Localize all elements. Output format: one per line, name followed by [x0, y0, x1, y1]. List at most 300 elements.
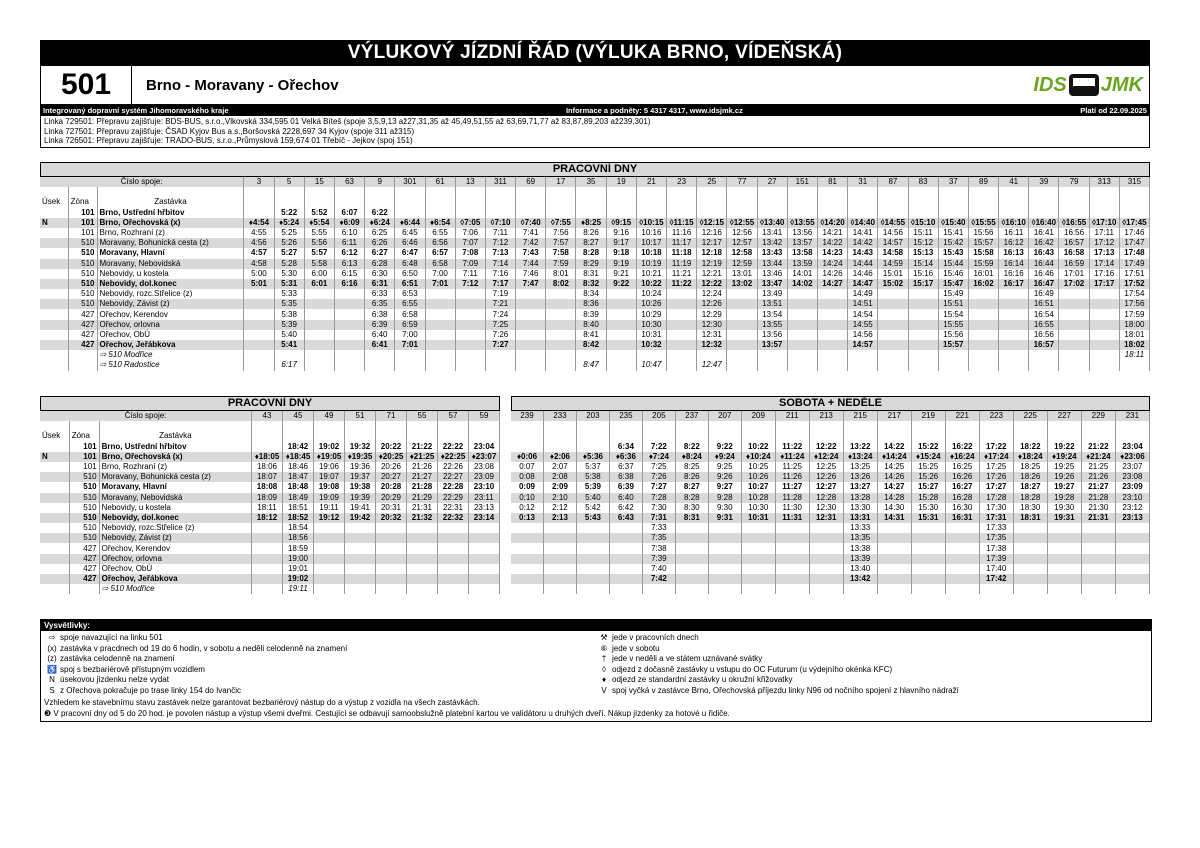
- departure-time: 14:31: [877, 513, 911, 523]
- departure-time: 23:12: [1115, 503, 1149, 513]
- departure-time: 14:42: [848, 238, 878, 248]
- departure-time: 7:22: [642, 442, 675, 452]
- legend-item: [596, 654, 1148, 665]
- timetable-grid: [40, 411, 500, 594]
- connection-time: 8:47: [576, 360, 606, 370]
- departure-time: [999, 330, 1029, 340]
- zone-label: Zóna: [68, 197, 97, 207]
- departure-time: 6:57: [425, 248, 455, 258]
- departure-time: 6:01: [304, 279, 334, 289]
- usek-cell: [40, 442, 69, 452]
- departure-time: 13:38: [843, 543, 877, 553]
- departure-time: 7:12: [455, 279, 485, 289]
- departure-time: 16:11: [999, 228, 1029, 238]
- departure-time: 12:24: [697, 289, 727, 299]
- connection-time: 19:11: [283, 584, 314, 594]
- departure-time: 18:46: [283, 462, 314, 472]
- trip-symbol: [757, 187, 787, 197]
- usek-cell: [40, 513, 69, 523]
- legend-symbol: (x): [47, 643, 57, 653]
- departure-time: ♦5:24: [274, 218, 304, 228]
- trip-symbol: [469, 421, 500, 431]
- departure-time: 17:48: [1119, 248, 1149, 258]
- usek-cell: [40, 523, 69, 533]
- departure-time: ♦20:25: [376, 452, 407, 462]
- trip-number: 63: [334, 177, 364, 187]
- departure-time: 7:30: [642, 503, 675, 513]
- connection-time: [667, 360, 697, 370]
- trip-symbol: [1029, 187, 1059, 197]
- trip-symbol: [938, 197, 968, 207]
- trip-number: 225: [1013, 411, 1047, 421]
- departure-time: [708, 533, 741, 543]
- stop-name: Nebovidy, dol.konec: [97, 279, 244, 289]
- departure-time: [516, 309, 546, 319]
- departure-time: [1081, 574, 1115, 584]
- departure-time: 18:42: [283, 442, 314, 452]
- departure-time: 6:15: [334, 269, 364, 279]
- departure-time: 12:31: [809, 513, 843, 523]
- departure-time: 7:11: [485, 228, 515, 238]
- departure-time: 17:28: [979, 493, 1013, 503]
- departure-time: [787, 320, 817, 330]
- departure-time: [817, 309, 847, 319]
- connection-time: [968, 350, 998, 360]
- trip-symbol: [1013, 431, 1047, 441]
- departure-time: [708, 574, 741, 584]
- departure-time: 7:25: [485, 320, 515, 330]
- departure-time: [809, 564, 843, 574]
- departure-time: 5:43: [576, 513, 609, 523]
- departure-time: 18:47: [283, 472, 314, 482]
- departure-time: 13:22: [843, 442, 877, 452]
- departure-time: 18:08: [252, 482, 283, 492]
- departure-time: [395, 208, 425, 218]
- stop-name: Ořechov, Kerendov: [99, 543, 251, 553]
- departure-time: [1089, 320, 1119, 330]
- connection-time: [741, 584, 775, 594]
- departure-time: 21:28: [1081, 493, 1115, 503]
- departure-time: 6:58: [395, 309, 425, 319]
- departure-time: [244, 340, 274, 350]
- departure-time: 18:12: [252, 513, 283, 523]
- trip-number: 45: [283, 411, 314, 421]
- usek-cell: [40, 320, 68, 330]
- stop-row: [40, 259, 1150, 269]
- departure-time: 5:25: [274, 228, 304, 238]
- trip-number: 17: [546, 177, 576, 187]
- trip-symbol-row: [511, 421, 1150, 431]
- departure-time: [511, 523, 543, 533]
- departure-time: 21:30: [1081, 503, 1115, 513]
- departure-time: [1089, 340, 1119, 350]
- departure-time: 22:22: [438, 442, 469, 452]
- trip-symbol: [708, 421, 741, 431]
- trip-number: 49: [314, 411, 345, 421]
- departure-time: 6:38: [609, 472, 642, 482]
- stop-name: Brno, Rozhraní (z): [97, 228, 244, 238]
- departure-time: 12:31: [697, 330, 727, 340]
- connection-time: [395, 350, 425, 360]
- departure-time: 14:27: [817, 279, 847, 289]
- departure-time: [945, 533, 979, 543]
- departure-time: ♦9:24: [708, 452, 741, 462]
- departure-time: 17:26: [979, 472, 1013, 482]
- departure-time: ◊16:40: [1029, 218, 1059, 228]
- departure-time: [376, 554, 407, 564]
- zone-cell: 101: [69, 452, 99, 462]
- departure-time: 12:32: [697, 340, 727, 350]
- departure-time: [1115, 523, 1149, 533]
- departure-time: 9:17: [606, 238, 636, 248]
- departure-time: [999, 340, 1029, 350]
- stop-name: Moravany, Hlavní: [97, 248, 244, 258]
- departure-time: 22:32: [438, 513, 469, 523]
- trip-label: Číslo spoje:: [40, 177, 244, 187]
- departure-time: 19:27: [1047, 482, 1081, 492]
- departure-time: 7:14: [485, 259, 515, 269]
- page-title: VÝLUKOVÝ JÍZDNÍ ŘÁD (VÝLUKA BRNO, VÍDEŇSKÁ): [40, 40, 1150, 66]
- zone-cell: 510: [68, 299, 97, 309]
- departure-time: 13:33: [843, 523, 877, 533]
- departure-time: 18:00: [1119, 320, 1149, 330]
- departure-time: 15:02: [878, 279, 908, 289]
- trip-number: 23: [667, 177, 697, 187]
- departure-time: [968, 289, 998, 299]
- departure-time: 13:41: [757, 228, 787, 238]
- departure-time: 15:59: [968, 259, 998, 269]
- departure-time: 15:57: [938, 340, 968, 350]
- stop-row: [511, 493, 1150, 503]
- departure-time: 5:35: [274, 299, 304, 309]
- departure-time: [1081, 523, 1115, 533]
- departure-time: 6:42: [609, 503, 642, 513]
- departure-time: 19:30: [1047, 503, 1081, 513]
- trip-number-row: [511, 411, 1150, 421]
- departure-time: 23:08: [469, 462, 500, 472]
- trip-symbol: [546, 197, 576, 207]
- departure-time: 21:31: [407, 503, 438, 513]
- trip-symbol: [675, 421, 708, 431]
- valid-from: Platí od 22.09.2025: [1080, 106, 1147, 115]
- departure-time: [1047, 543, 1081, 553]
- departure-time: 6:43: [609, 513, 642, 523]
- trip-number: 313: [1089, 177, 1119, 187]
- departure-time: 21:31: [1081, 513, 1115, 523]
- departure-time: [345, 543, 376, 553]
- stop-row: [511, 533, 1150, 543]
- trip-symbol: [314, 431, 345, 441]
- trip-symbol: [757, 197, 787, 207]
- zone-cell: [69, 584, 99, 594]
- legend-item: [596, 633, 1148, 644]
- usek-cell: [40, 289, 68, 299]
- departure-time: [407, 564, 438, 574]
- trip-number: 31: [848, 177, 878, 187]
- departure-time: ◊7:55: [546, 218, 576, 228]
- trip-symbol: [345, 431, 376, 441]
- trip-symbol: [667, 197, 697, 207]
- trip-symbol: [283, 431, 314, 441]
- departure-time: 17:17: [1089, 279, 1119, 289]
- departure-time: [787, 309, 817, 319]
- departure-time: 21:22: [1081, 442, 1115, 452]
- legend-text: jede v neděli a ve státem uznávané svátky: [612, 654, 763, 663]
- departure-time: ◊13:55: [787, 218, 817, 228]
- stop-row: [40, 554, 500, 564]
- departure-time: 16:02: [968, 279, 998, 289]
- departure-time: [1059, 299, 1089, 309]
- zone-cell: 510: [68, 259, 97, 269]
- departure-time: 18:49: [283, 493, 314, 503]
- connection-time: [244, 360, 274, 370]
- usek-cell: [40, 472, 69, 482]
- stop-row: [40, 279, 1150, 289]
- trip-number: 221: [945, 411, 979, 421]
- departure-time: 15:49: [938, 289, 968, 299]
- stop-label: Zastávka: [97, 197, 244, 207]
- departure-time: ♦18:45: [283, 452, 314, 462]
- trip-symbol: [609, 421, 642, 431]
- usek-cell: [40, 554, 69, 564]
- departure-time: 8:30: [675, 503, 708, 513]
- departure-time: 18:22: [1013, 442, 1047, 452]
- departure-time: [376, 574, 407, 584]
- departure-time: ◊10:15: [636, 218, 666, 228]
- departure-time: [425, 299, 455, 309]
- trip-symbol: [252, 431, 283, 441]
- connection-time: [314, 584, 345, 594]
- departure-time: 6:13: [334, 259, 364, 269]
- trip-symbol: [697, 187, 727, 197]
- connection-time: [455, 350, 485, 360]
- trip-number: 25: [697, 177, 727, 187]
- departure-time: [911, 523, 945, 533]
- departure-time: 19:12: [314, 513, 345, 523]
- departure-time: 6:51: [395, 279, 425, 289]
- departure-time: 8:26: [675, 472, 708, 482]
- trip-symbol: [908, 187, 938, 197]
- departure-time: 14:46: [848, 269, 878, 279]
- departure-time: [1029, 208, 1059, 218]
- connection-time: 12:47: [697, 360, 727, 370]
- trip-symbol: [485, 197, 515, 207]
- departure-time: ♦18:05: [252, 452, 283, 462]
- departure-time: [1013, 574, 1047, 584]
- departure-time: [1013, 523, 1047, 533]
- departure-time: [775, 574, 809, 584]
- departure-time: 13:43: [757, 248, 787, 258]
- departure-time: 9:25: [708, 462, 741, 472]
- departure-time: [609, 533, 642, 543]
- departure-time: ♦11:24: [775, 452, 809, 462]
- departure-time: 13:26: [843, 472, 877, 482]
- trip-symbol: [244, 197, 274, 207]
- zone-cell: 510: [68, 279, 97, 289]
- departure-time: ♦4:54: [244, 218, 274, 228]
- zone-cell: 101: [68, 228, 97, 238]
- departure-time: [968, 330, 998, 340]
- stop-row: [40, 289, 1150, 299]
- departure-time: [516, 340, 546, 350]
- departure-time: 5:31: [274, 279, 304, 289]
- departure-time: 17:49: [1119, 259, 1149, 269]
- zone-cell: 427: [69, 543, 99, 553]
- departure-time: [1059, 289, 1089, 299]
- stop-row: [511, 543, 1150, 553]
- departure-time: [252, 543, 283, 553]
- stop-row: [40, 452, 500, 462]
- trip-symbol: [1115, 431, 1149, 441]
- trip-symbol: [1081, 431, 1115, 441]
- departure-time: [314, 564, 345, 574]
- trip-symbol: [511, 431, 543, 441]
- departure-time: 16:17: [999, 279, 1029, 289]
- legend-symbol: (z): [47, 654, 57, 663]
- departure-time: 14:02: [787, 279, 817, 289]
- departure-time: [787, 330, 817, 340]
- departure-time: 11:17: [667, 238, 697, 248]
- stop-name: Brno, Ustřední hřbitov: [97, 208, 244, 218]
- departure-time: ♦17:24: [979, 452, 1013, 462]
- departure-time: 5:33: [274, 289, 304, 299]
- departure-time: [438, 533, 469, 543]
- departure-time: 5:27: [274, 248, 304, 258]
- departure-time: 21:27: [407, 472, 438, 482]
- departure-time: 10:30: [741, 503, 775, 513]
- departure-time: 15:27: [911, 482, 945, 492]
- departure-time: [455, 289, 485, 299]
- trip-symbol: [697, 197, 727, 207]
- departure-time: 13:30: [843, 503, 877, 513]
- connection-time: 6:17: [274, 360, 304, 370]
- zone-cell: 510: [68, 269, 97, 279]
- departure-time: [1047, 554, 1081, 564]
- departure-time: 13:28: [843, 493, 877, 503]
- departure-time: 13:59: [787, 259, 817, 269]
- departure-time: ♦22:25: [438, 452, 469, 462]
- bus-icon: [1069, 74, 1099, 96]
- legend-symbol: V: [601, 685, 607, 695]
- departure-time: [543, 523, 576, 533]
- trip-symbol: [395, 197, 425, 207]
- departure-time: [697, 208, 727, 218]
- line-number: 501: [41, 66, 132, 104]
- departure-time: 7:25: [642, 462, 675, 472]
- stop-name: Moravany, Bohunická cesta (z): [97, 238, 244, 248]
- departure-time: 17:22: [979, 442, 1013, 452]
- legend-symbol: N: [49, 675, 55, 684]
- trip-symbol: [365, 187, 395, 197]
- departure-time: [314, 554, 345, 564]
- legend-text: spoj s bezbariérově přístupným vozidlem: [60, 664, 205, 674]
- departure-time: 22:26: [438, 462, 469, 472]
- line-header: [40, 66, 1150, 105]
- departure-time: 14:56: [848, 330, 878, 340]
- departure-time: 10:31: [741, 513, 775, 523]
- departure-time: 18:09: [252, 493, 283, 503]
- stop-row: [40, 269, 1150, 279]
- trip-number: 205: [642, 411, 675, 421]
- connection-time: [438, 584, 469, 594]
- stop-name: Nebovidy, Závist (z): [97, 299, 244, 309]
- departure-time: 18:31: [1013, 513, 1047, 523]
- stop-row: [511, 574, 1150, 584]
- trip-symbol: [968, 197, 998, 207]
- departure-time: 4:56: [244, 238, 274, 248]
- departure-time: [945, 554, 979, 564]
- departure-time: [469, 523, 500, 533]
- departure-time: 14:25: [877, 462, 911, 472]
- departure-time: ◊7:05: [455, 218, 485, 228]
- departure-time: [968, 309, 998, 319]
- departure-time: 13:58: [787, 248, 817, 258]
- connection-time: [809, 584, 843, 594]
- trip-number: 59: [469, 411, 500, 421]
- stop-name: Ořechov, ObÚ: [97, 330, 244, 340]
- departure-time: [727, 330, 757, 340]
- connection-row: [511, 584, 1150, 594]
- connection-time: [775, 584, 809, 594]
- departure-time: [675, 533, 708, 543]
- departure-time: [455, 330, 485, 340]
- departure-time: [543, 564, 576, 574]
- departure-time: [741, 523, 775, 533]
- departure-time: 19:32: [345, 442, 376, 452]
- departure-time: 7:57: [546, 238, 576, 248]
- connection-time: [667, 350, 697, 360]
- zone-cell: 510: [68, 289, 97, 299]
- zone-cell: 510: [69, 493, 99, 503]
- zone-cell: 427: [68, 340, 97, 350]
- departure-time: [667, 320, 697, 330]
- connection-time: [304, 350, 334, 360]
- stop-row: [40, 523, 500, 533]
- departure-time: 11:31: [775, 513, 809, 523]
- departure-time: [1047, 564, 1081, 574]
- departure-time: 19:25: [1047, 462, 1081, 472]
- departure-time: [546, 320, 576, 330]
- departure-time: [438, 523, 469, 533]
- departure-time: 7:59: [546, 259, 576, 269]
- departure-time: 12:25: [809, 462, 843, 472]
- trip-symbol: [304, 197, 334, 207]
- departure-time: 7:12: [485, 238, 515, 248]
- departure-time: 6:16: [334, 279, 364, 289]
- trip-symbol: [543, 421, 576, 431]
- stop-row: [40, 330, 1150, 340]
- route-name: Brno - Moravany - Ořechov: [146, 76, 339, 94]
- departure-time: [877, 523, 911, 533]
- departure-time: [345, 554, 376, 564]
- departure-time: 6:11: [334, 238, 364, 248]
- legend: [40, 619, 1152, 722]
- departure-time: 13:27: [843, 482, 877, 492]
- departure-time: 12:57: [727, 238, 757, 248]
- departure-time: ◊14:55: [878, 218, 908, 228]
- departure-time: ◊7:10: [485, 218, 515, 228]
- departure-time: 11:18: [667, 248, 697, 258]
- departure-time: 17:40: [979, 564, 1013, 574]
- trip-number: 19: [606, 177, 636, 187]
- departure-time: 0:13: [511, 513, 543, 523]
- connection-time: [576, 584, 609, 594]
- stop-name: Ořechov, Jeřábkova: [99, 574, 251, 584]
- departure-time: 19:07: [314, 472, 345, 482]
- stop-row: [40, 533, 500, 543]
- departure-time: 8:26: [576, 228, 606, 238]
- departure-time: [877, 554, 911, 564]
